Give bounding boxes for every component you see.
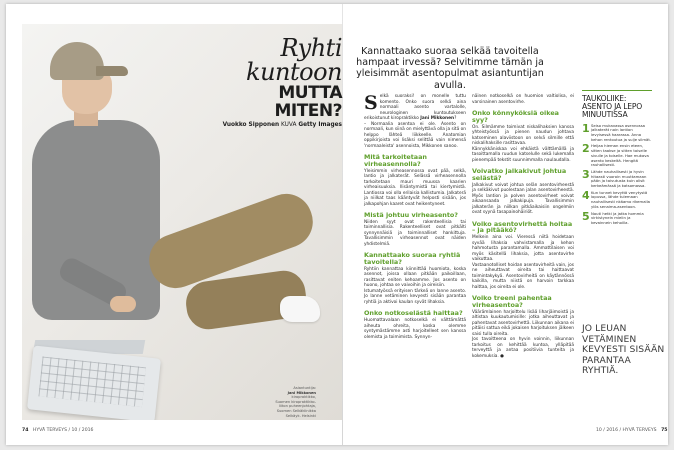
magazine-spread xyxy=(6,4,668,445)
body-paragraph: Jalkakivut voivat johtua selän asentovirheestä ja selkäkivut puolestaan jalan asentovirheestä. Myös lantion ja polven asentovirheet voivat aikaansaada jalkakipuja. Tavallisimmin jalkaterän ja niilkan pitkäaikaisiin ongelmiin ovat syynä tasapainohäiriöt. xyxy=(472,182,574,216)
expert-caption xyxy=(254,386,316,418)
photo-hand xyxy=(110,296,136,312)
lead-paragraph: Kannattaako suoraa selkää tavoitella hampaat irvessä? Selvitimme tämän ja yleisimmät asentopulmat asiantuntijan avulla. xyxy=(356,46,544,91)
tip-list xyxy=(582,121,652,226)
expert-label: Asiantuntija: xyxy=(293,386,316,390)
body-paragraph: Ryhtiin kannattaa kiinnittää huomiota, koska asennot, joissa ollaan pitkään paikoillaan, rasittavat eniten kehoamme. Jos asento on huono, johtaa se vaivoihin ja oireisiin. xyxy=(364,266,466,289)
tip-item xyxy=(582,121,652,143)
tip-number: 1 xyxy=(582,121,590,135)
sidebar-title: TAUKOLIIKE: ASENTO JA LEPO MINUUTISSA xyxy=(582,90,652,120)
byline-photo-label: KUVA xyxy=(281,122,297,128)
expert-line: Suomen Selkäklinikka xyxy=(276,408,316,413)
tip-number: 4 xyxy=(582,188,590,202)
tip-item xyxy=(582,209,652,226)
byline-photo-credit: Getty Images xyxy=(298,122,342,128)
exercise-sidebar xyxy=(582,90,652,228)
intro-text: elkä suoraksi! on monelle tuttu komento. Onko suora selkä aina normaali asento vartalolle, neurologinen kuntoutukseen erikoistunut kiropraktikko xyxy=(364,94,466,121)
footer-right-text: 10 / 2016 / HYVÄ TERVEYS xyxy=(596,428,657,433)
tip-text: Nouti hetki ja jatka hommia virkistynein mielin ja kevainnein kehoilla. xyxy=(591,210,644,225)
photo-laptop-keys xyxy=(38,356,146,407)
byline xyxy=(202,122,342,128)
headline-line-1: Ryhti xyxy=(280,34,342,62)
tip-text: Heijaa hieman ensin eteen, sitten taakse ja sitten toiselle sivulle ja toiselle. Hae mukava asento keskeltä. Hengitä rauhallisesti. xyxy=(591,143,649,168)
subheading: Voiko asentovirhettä hoitaa – ja pitääkö? xyxy=(472,219,573,235)
body-paragraph: Kännykkäniskaa voi ehkäistä välttämällä ja tasoittamalla ruudun katselulle sekä lukemalla pienempää tekstit suunnimmalla naulaudalla. xyxy=(472,146,574,163)
subheading: Voiko treeni pahentaa virheasentoa? xyxy=(472,294,552,310)
body-paragraph: Yleisimmin virheasennossa ovat pää, selkä, lantio ja jalkaterät. Selässä virheasennolla tarkoitetaan mauri muussa kaarien virheaisuuksia. Ilisäntymistä tai kiertymistä. Lantiossa voi olla erilaisia kallistumia. Jalkaterä ja niilkat taas kääntyvät helposti sisään, jos jalkapohjan kaaret ovat heikentyneet. xyxy=(364,168,466,207)
intro-end: ? xyxy=(454,116,457,121)
footer-left-text: HYVÄ TERVEYS / 10 / 2016 xyxy=(32,428,94,433)
headline-line-2: kuntoon xyxy=(246,58,342,86)
tip-number: 5 xyxy=(582,209,590,223)
body-paragraph: Jos tavoitteena on hyvin voinnin, liikunnan tarkoitus on kehittää kuntoa, ylläpitää terveyttä ja antaa positiivia tunteita ja kokemuksia. ● xyxy=(472,337,574,359)
tip-item xyxy=(582,144,652,168)
photo-shoe xyxy=(280,296,320,322)
body-paragraph: näinen notkoselkä on huomion valtiolisa, ei varsinainen asentovirhe. xyxy=(472,94,574,105)
intro-expert-name: Jani Mikkonen xyxy=(420,116,455,121)
expert-line: Suomen kiropraktikko- xyxy=(275,399,316,404)
tip-text: Seiso mukavassa asennossa jalkaterät noin lantion levyisessä haarassa. Anna kehon rentoutua ja sulje silmät. xyxy=(591,122,652,142)
drop-cap: S xyxy=(364,92,378,114)
headline-line-4: MITEN? xyxy=(274,101,342,121)
footer-left xyxy=(22,428,93,433)
page-number-right: 75 xyxy=(661,428,668,433)
article-column-2 xyxy=(472,94,574,359)
footer-right xyxy=(596,428,667,433)
body-paragraph: Niiden syyt ovat rakenteellisia tai toiminnallisia. Rakenteelliset ovat pitkälti synnynnäisiä ja toiminnalliset hankittuja. Tavallisimmin virheasennot ovat näiden yhdistelmiä. xyxy=(364,219,466,247)
subheading: Voivatko jalkakivut johtua selästä? xyxy=(472,167,567,182)
body-paragraph: Vastaanotolliset hoidan asentovirheitä vain, jos ne aiheuttavat oireita tai haittaavat toimintakykyä. Asentovirheitä on käytännössä kaikilla, mutta niistä on harvoin tarkkaa haittaa, jos oireita ei ole. xyxy=(472,262,574,290)
tip-number: 2 xyxy=(582,142,590,156)
tip-item xyxy=(582,167,652,189)
page-number-left: 74 xyxy=(22,428,29,433)
body-paragraph: Melkein aina voi. Vieressä niitä hoidetaan syvää lihaksia vahvistamalla ja kehon hahmotusta parantamalla. Ammattilaisen voi myös käsitellä lihaksia, jotta asentovirhe vaikuttaa. xyxy=(472,235,574,263)
expert-line: kiropraktikko, xyxy=(291,395,316,400)
subheading: Onko notkoselästä haittaa? xyxy=(364,309,463,318)
expert-line: liiton puheenjohtaja, xyxy=(279,404,316,409)
body-paragraph: Istumatyössä erityisen tärkeä on lanne asento. Jo lanne vetäminen kevyesti sisään parantaa ryhtiä ja aktivoi kaulan syvät lihaksia. xyxy=(364,288,466,305)
body-paragraph: – Normaalia asentoa ei ole. Asento on normaali, kun siinä on mielyttävä olla ja sitä on helppo lähteä liikkeelle. Anatomian oppikirjoista voi lisäksi selittää vain nimensä 'normaaleista' asennoista, Mikkonen sanoo. xyxy=(364,121,466,149)
tip-item xyxy=(582,188,652,210)
photo-laptop xyxy=(27,345,161,420)
body-paragraph: Huomattavalaan notkoselkä ei välttämättä aiheuta ohreita, koska olemme syntymästämme asti harjoitelleet sen kanssa olemista ja toimimista. Synnyn- xyxy=(364,318,466,340)
headline-line-3: MUTTA xyxy=(278,83,342,103)
headline xyxy=(202,36,342,128)
subheading: Mistä johtuu virheasento? xyxy=(364,211,458,220)
subheading: Mitä tarkoitetaan virheasennolla? xyxy=(364,153,427,168)
body-paragraph: Väärämlainen harjoittelu lisää liharjäimoistä ja altistaa kuukautumisille: jotka aiheuttavat ja pahentavat asentovirhettä. Liikunnan aikana ei pitäisi sattua eikä jokaisen harjoituksen jälkeen saisi tulla oireita. xyxy=(472,309,574,337)
subheading: Onko könnyköksiä oikea syy? xyxy=(472,109,559,124)
body-paragraph: On. Silmämme toimivat niskalihaksien kanssa yhteistyössä ja pienen naudun johtava katseminen alaviistoon on selvä silmille että niskalihaksille rasittavaa. xyxy=(472,124,574,147)
byline-author: Vuokko Sipponen xyxy=(222,122,280,128)
tip-text: Lähde nauhallisesti ja hyvin hitaasti vuoroin muuttamaan pään ja taivutusta kuin olisit kerkeämässä ja katsomassa. xyxy=(591,168,647,189)
intro-paragraph xyxy=(364,94,466,122)
expert-name: Jani Mikkonen xyxy=(287,390,316,395)
pull-quote: JO LEUAN VETÄMINEN KEVYESTI SISÄÄN PARANTAA RYHTIÄ. xyxy=(582,323,665,377)
article-column-1 xyxy=(364,94,466,340)
tip-number: 3 xyxy=(582,167,590,181)
tip-text: Kun tunnet kevyttä venytystä lopussa, lähde tulemaan nauhallisesti nkäamo rikemalla ylös senaima-asentoon. xyxy=(591,189,650,209)
page-fold xyxy=(342,4,343,445)
expert-line: Selkäyk. Helsinki xyxy=(285,413,316,418)
subheading: Kannattaako suoraa ryhtiä tavoitella? xyxy=(364,251,461,267)
photo-cap-brim xyxy=(96,66,128,76)
